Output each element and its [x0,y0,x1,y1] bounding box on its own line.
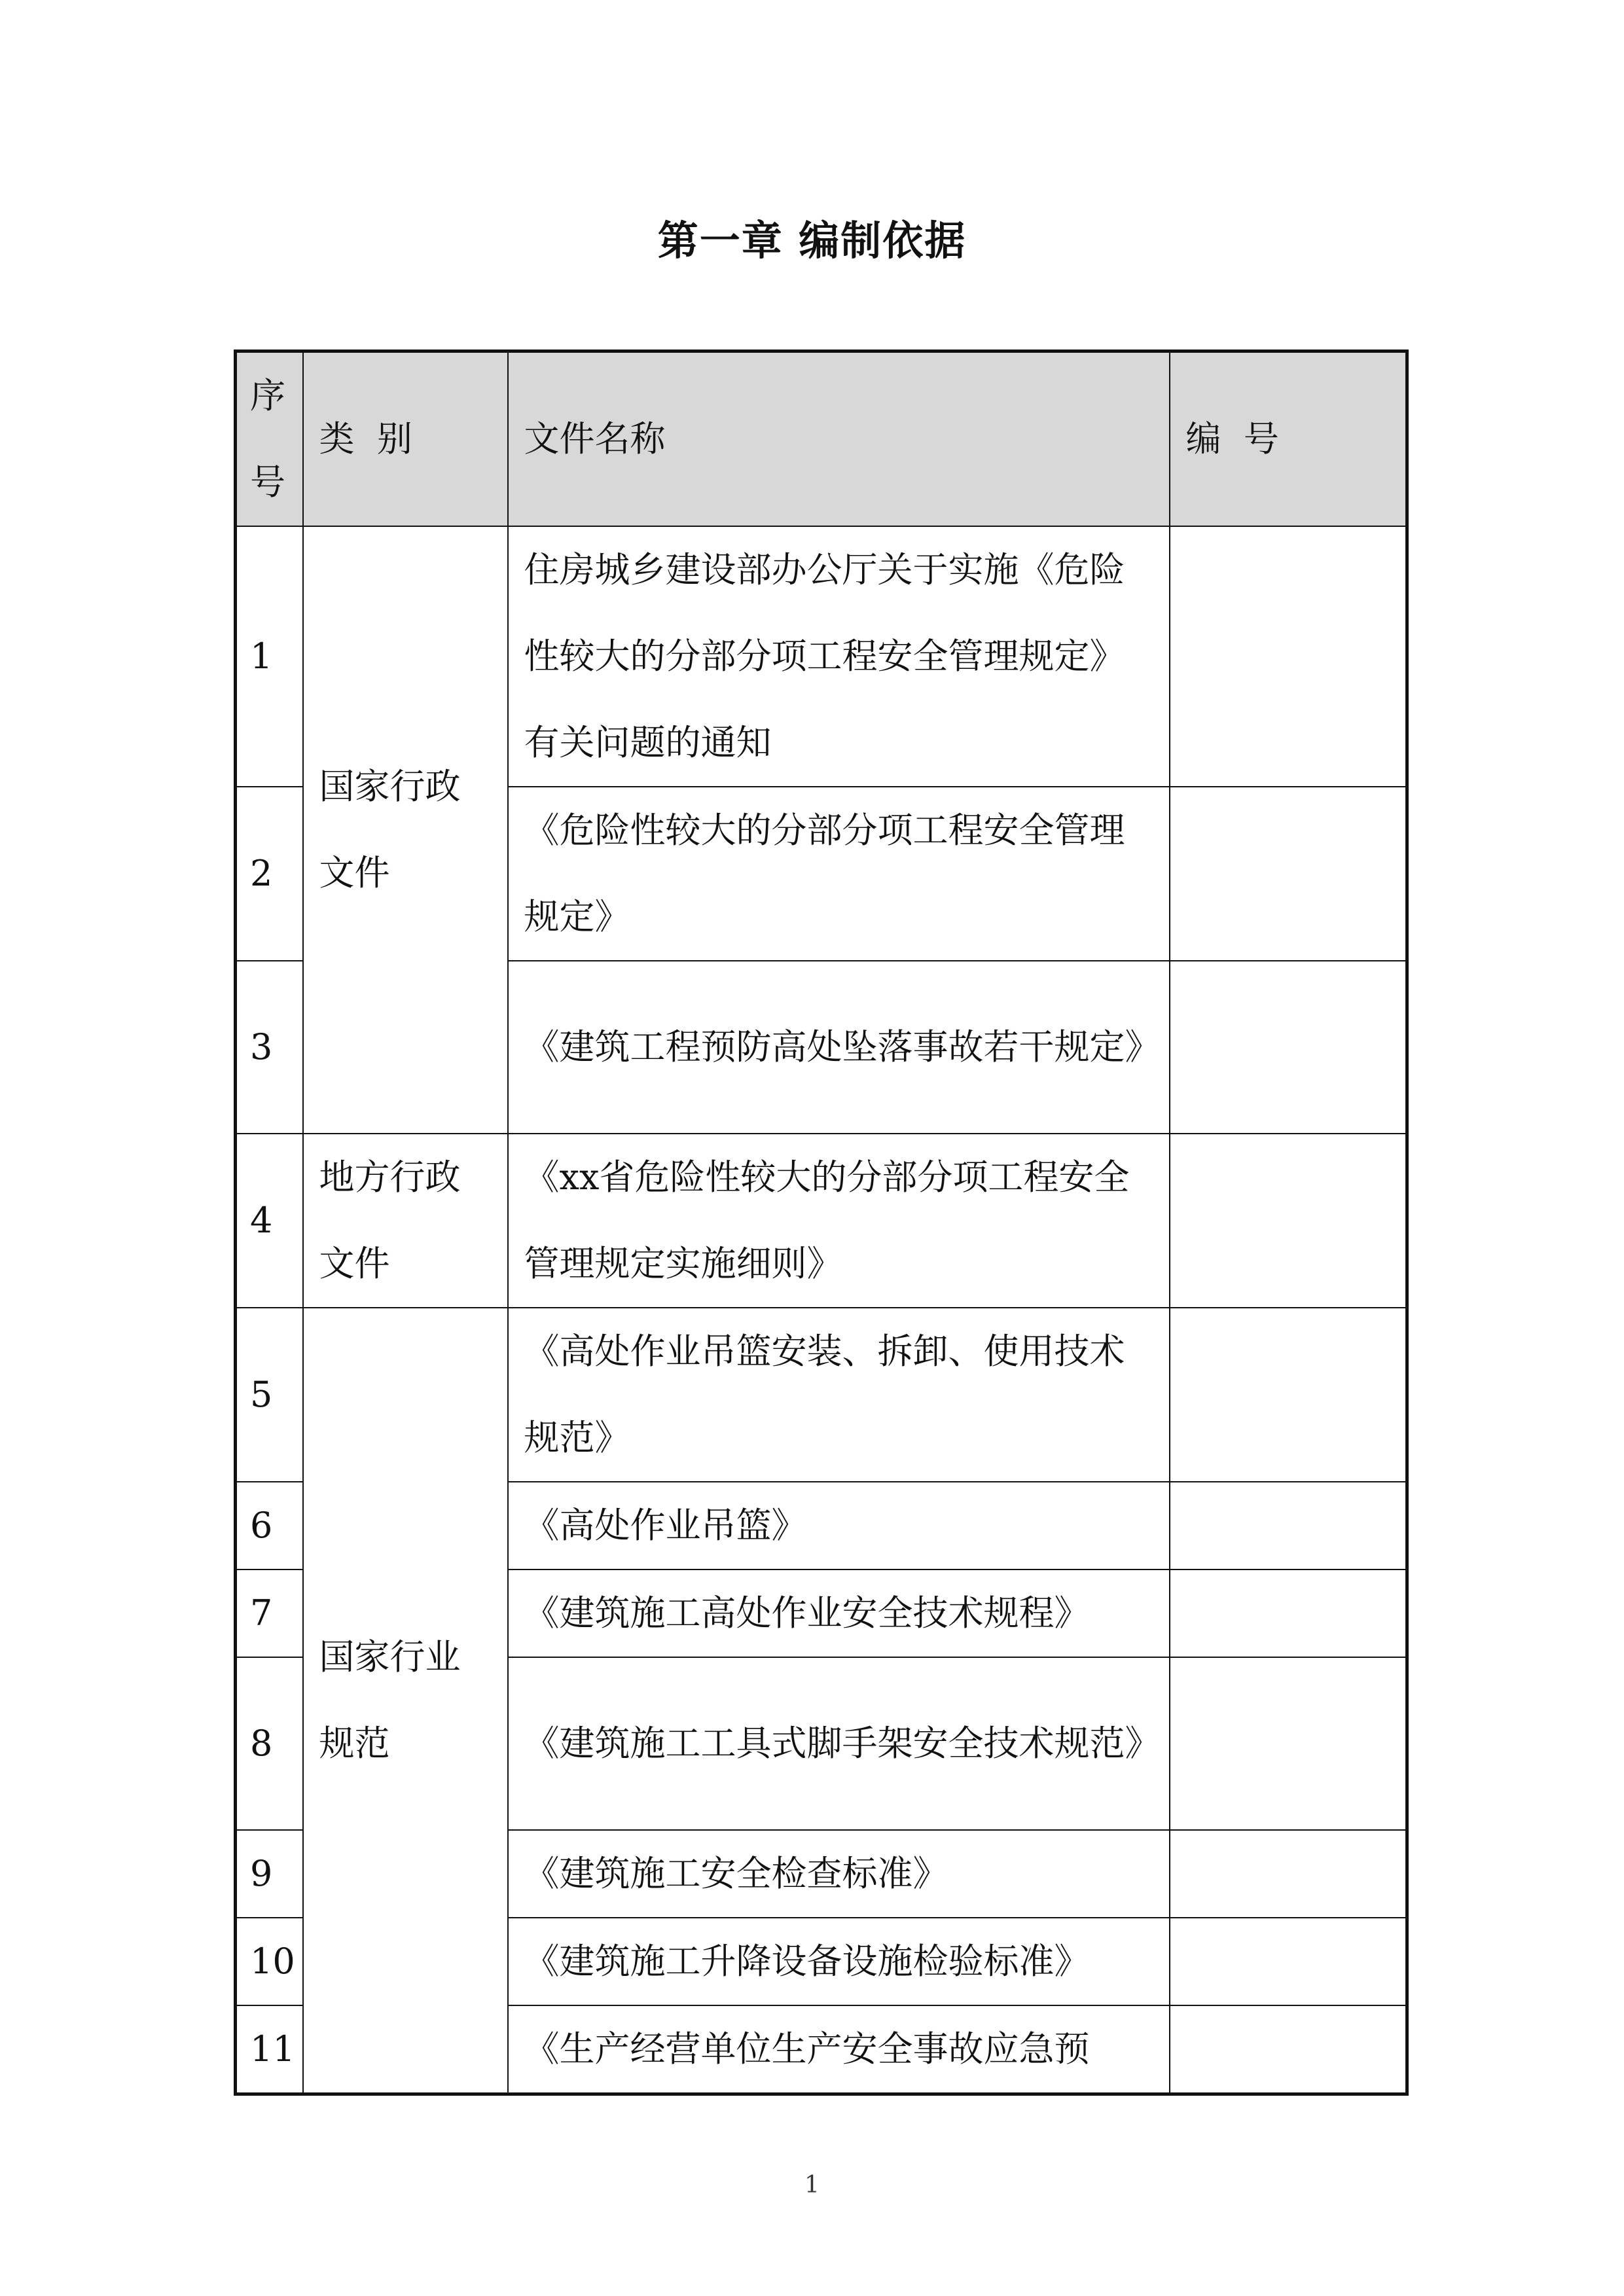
row-no: 8 [236,1657,303,1830]
row-code [1170,2005,1407,2094]
row-code [1170,1570,1407,1657]
row-no: 1 [236,526,303,787]
row-no: 11 [236,2005,303,2094]
header-no: 序号 [236,351,303,527]
row-code [1170,1482,1407,1570]
row-doc-name: 《危险性较大的分部分项工程安全管理规定》 [508,787,1170,961]
row-code [1170,526,1407,787]
row-category: 国家行政文件 [303,526,508,1134]
row-code [1170,1308,1407,1482]
header-category: 类 别 [303,351,508,527]
table-row [236,526,1407,787]
row-doc-name: 《建筑施工高处作业安全技术规程》 [508,1570,1170,1657]
row-code [1170,961,1407,1134]
row-doc-name: 《xx省危险性较大的分部分项工程安全管理规定实施细则》 [508,1134,1170,1308]
basis-table [234,350,1409,2096]
header-name: 文件名称 [508,351,1170,527]
row-category: 国家行业规范 [303,1308,508,2094]
row-code [1170,1830,1407,1918]
row-no: 7 [236,1570,303,1657]
table-header-row [236,351,1407,527]
row-doc-name: 《建筑工程预防高处坠落事故若干规定》 [508,961,1170,1134]
row-doc-name: 住房城乡建设部办公厅关于实施《危险性较大的分部分项工程安全管理规定》有关问题的通知 [508,526,1170,787]
row-code [1170,1657,1407,1830]
row-doc-name: 《高处作业吊篮安装、拆卸、使用技术规范》 [508,1308,1170,1482]
row-doc-name: 《生产经营单位生产安全事故应急预 [508,2005,1170,2094]
row-code [1170,1918,1407,2005]
row-no: 6 [236,1482,303,1570]
row-doc-name: 《建筑施工安全检查标准》 [508,1830,1170,1918]
row-code [1170,1134,1407,1308]
row-doc-name: 《高处作业吊篮》 [508,1482,1170,1570]
table-row [236,1134,1407,1308]
row-no: 5 [236,1308,303,1482]
row-no: 2 [236,787,303,961]
row-no: 10 [236,1918,303,2005]
row-category: 地方行政文件 [303,1134,508,1308]
table-row [236,1308,1407,1482]
chapter-title: 第一章 编制依据 [657,217,967,264]
header-code: 编 号 [1170,351,1407,527]
row-doc-name: 《建筑施工升降设备设施检验标准》 [508,1918,1170,2005]
row-no: 4 [236,1134,303,1308]
row-no: 9 [236,1830,303,1918]
row-code [1170,787,1407,961]
row-doc-name: 《建筑施工工具式脚手架安全技术规范》 [508,1657,1170,1830]
row-no: 3 [236,961,303,1134]
page-number: 1 [804,2172,820,2198]
